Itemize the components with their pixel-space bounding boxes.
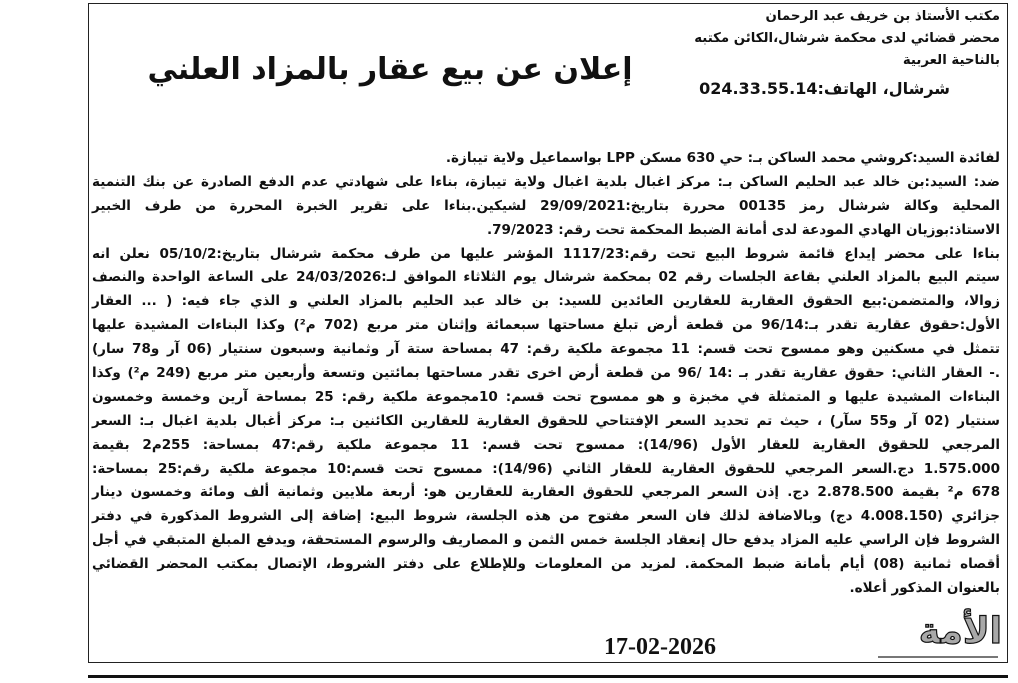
notice-body-line-text: زوالا، والمتضمن:بيع الحقوق العقارية للعقارين العائدين للسيد: بن خالد عبد الحليم بالمزاد العلني و الذي جاء فيه: ( ... العقار	[92, 293, 1000, 310]
notice-body-line-text: 678 م² بقيمة 2.878.500 دج. إذن السعر المرجعي للحقوق العقارية للعقارين هو: أربعة ملايين وثمانية ألف ومائة وخمسون دينار	[92, 484, 1000, 501]
notice-body-line-text: سنتيار (02 آر و55 سآر) ، حيث تم تحديد السعر الإفتتاحي للحقوق العقارية للعقارين الكائنين بـ: مركز أغبال بلدية اغبال بـ: السعر	[92, 412, 1000, 429]
office-district	[688, 50, 1000, 72]
office-name-text: مكتب الأستاذ بن خريف عبد الرحمان	[765, 9, 1000, 24]
notice-body-line	[92, 577, 1000, 601]
notice-body-line	[92, 338, 1000, 362]
notice-body-line	[92, 553, 1000, 577]
notice-body-line	[92, 243, 1000, 267]
notice-body-line-text: سيتم البيع بالمزاد العلني بقاعة الجلسات رقم 02 بمحكمة شرشال يوم الثلاثاء الموافق لـ:24/03/2026 على الساعة الواحدة والنصف	[92, 269, 1000, 286]
notice-body-line-text: المرجعي للحقوق العقارية للعقار الأول (14/96): ممسوح تحت قسم: 11 مجموعة ملكية رقم:47 بمساحة: 255م2 بقيمة	[92, 436, 1001, 453]
notice-title	[108, 50, 672, 90]
notice-body-line-text: لفائدة السيد:كروشي محمد الساكن بـ: حي 630 مسكن LPP بواسماعيل ولاية تيبازة.	[445, 150, 1000, 166]
notice-body-line	[92, 386, 1000, 410]
notice-body-line	[92, 219, 1000, 243]
notice-body-line	[92, 314, 1000, 338]
notice-body-line-text: أقصاه ثمانية (08) أيام بأمانة ضبط المحكمة. لمزيد من المعلومات وللإطلاع على دفتر الشروط، الإتصال بمكتب المحضر القضائي	[92, 556, 1000, 573]
notice-body-line	[92, 362, 1000, 386]
notice-body-line	[92, 171, 1000, 195]
office-phone-text: شرشال، الهاتف:024.33.55.14	[699, 79, 950, 98]
notice-body-line-text: البناءات المشيدة عليها و المتمثلة في مخبزة و هو ممسوح تحت قسم: 10مجموعة ملكية رقم: 25 بمساحة آرين وخمسة وخمسون	[92, 388, 1000, 405]
newspaper-logo-text: الأمة	[918, 611, 1002, 652]
notice-body-line	[92, 458, 1000, 482]
office-name	[688, 6, 1000, 28]
notice-body-line-text: المحلية وكالة شرشال رمز 00135 محررة بتاريخ:29/09/2021 لشيكين.بناءا على تقرير الخبرة المحررة من طرف الخبير	[92, 197, 1000, 214]
office-district-text: بالناحية العربية	[902, 53, 1000, 68]
notice-body-line-text: 1.575.000 دج.السعر المرجعي للحقوق العقارية للعقار الثاني (14/96): ممسوح تحت قسم:10 مجموعة ملكية رقم:25 بمساحة:	[92, 460, 1000, 477]
office-court-text: محضر قضائي لدى محكمة شرشال،الكائن مكتبه	[694, 31, 1000, 46]
notice-body-line	[92, 481, 1000, 505]
notice-body	[92, 147, 1000, 601]
notice-body-line-text: .- العقار الثاني: حقوق عقارية تقدر بـ :14 /96 من قطعة أرض اخرى تقدر مساحتها بمائتين وتسعة وأربعين متر مربع (249 م²) وكذا	[92, 365, 1000, 382]
publication-date-text: 17-02-2026	[604, 634, 716, 660]
notice-body-line-text: جزائري (4.008.150 دج) وبالاضافة لذلك فان السعر مفتوح من هذه الجلسة، شروط البيع: إضافة إلى الشروط المذكورة في دفتر	[92, 508, 1001, 525]
bottom-rule	[88, 675, 1008, 678]
notice-body-line-text: الشروط فإن الراسي عليه المزاد يدفع حال إنعقاد الجلسة خمس الثمن و المصاريف والرسوم المستحقة، ويدفع المبلغ المتبقي في أجل	[92, 532, 1000, 549]
notice-body-line	[92, 266, 1000, 290]
notice-body-line-text: الاستاذ:بوزيان الهادي المودعة لدى أمانة الضبط المحكمة تحت رقم: 79/2023.	[486, 221, 1000, 238]
notice-body-line	[92, 529, 1000, 553]
notice-body-line-text: الأول:حقوق عقارية تقدر بـ:96/14 من قطعة أرض تبلغ مساحتها سبعمائة وإثنان متر مربع (702 م²) وكذا البناءات المشيدة عليها	[92, 317, 1000, 334]
notice-body-line	[92, 290, 1000, 314]
logo-underline	[878, 656, 998, 658]
notice-body-line-text: بالعنوان المذكور أعلاه.	[849, 580, 1000, 597]
notice-body-line	[92, 195, 1000, 219]
bailiff-office-header	[688, 6, 1000, 72]
notice-body-line-text: ضد: السيد:بن خالد عبد الحليم الساكن بـ: مركز اغبال بلدية اغبال ولاية تيبازة، بناءا على شهادتي عدم الدفع الصادرة عن بنك التنمية	[92, 173, 1000, 190]
notice-body-line	[92, 410, 1000, 434]
notice-title-text: إعلان عن بيع عقار بالمزاد العلني	[147, 52, 633, 87]
notice-body-line	[92, 147, 1000, 171]
notice-body-line-text: تتمثل في مسكنين وهو ممسوح تحت قسم: 11 مجموعة ملكية رقم: 47 بمساحة ستة آر وثمانية وسبعون سنتيار (06 آر و78 سار)	[92, 341, 1001, 358]
notice-body-line	[92, 505, 1000, 529]
publication-date	[572, 633, 748, 661]
office-phone	[680, 77, 950, 101]
newspaper-logo	[852, 608, 1002, 660]
office-court-line	[688, 28, 1000, 50]
notice-body-line	[92, 434, 1000, 458]
notice-body-line-text: بناءا على محضر إيداع قائمة شروط البيع تحت رقم:1117/23 المؤشر عليها من طرف محكمة شرشال بتاريخ:05/10/2 نعلن انه	[92, 245, 1001, 262]
